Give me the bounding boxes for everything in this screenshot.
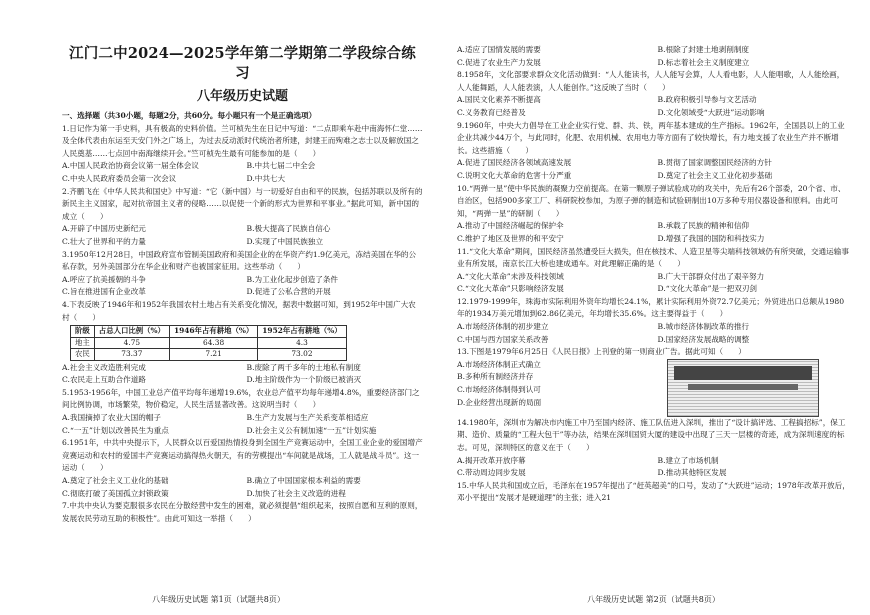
answer-option: A.国民文化素养不断提高 [457,95,541,105]
table-header-cell: 1946年占有耕地（%） [169,326,257,338]
question-block [62,387,423,437]
answer-option: C.带动周边同步发展 [457,468,526,478]
page-footer-right: 八年级历史试题 第2页（试题共8页） [587,595,720,605]
option-group [62,412,423,437]
answer-option: B.中共七届二中全会 [246,161,316,171]
answer-option: A.推动了中国经济崛起的保护伞 [457,221,564,231]
option-group [457,94,850,119]
table-cell: 4.75 [94,337,169,349]
answer-option: D.中共七大 [246,173,286,183]
table-header-cell: 1952年占有耕地（%） [258,326,346,338]
question-block [62,299,423,387]
answer-option: C.促进了农业生产力发展 [457,57,541,67]
answer-option: A.市场经济体制正式确立 [457,359,541,369]
question-stem: 14.1980年，深圳市为解决市内施工中乃至国内经济、施工队伍进入深圳，推出了“设计搞评选、工程搞招标”，保工期、造价、质量的“工程大包干”等办法，结果在深圳国贸大厦的建设中出现了三天一层楼的奇迹，成为深圳速度的标志。可见，深圳特区的意义在于（ ） [457,417,846,453]
question-stem: 11.“文化大革命”期间，国民经济虽然遭受巨大损失，但在核技术、人造卫星等尖端科技领域仍有所突破，交通运输事业有所发展，南京长江大桥也建成通车。对此理解正确的是（ ） [457,246,849,269]
answer-option: B.废除了两千多年的土地私有制度 [246,362,361,372]
option-group [457,220,850,245]
question-block [457,183,850,246]
section-heading: 一、选择题（共30小题，每题2分，共60分。每小题只有一个是正确选项） [62,111,317,120]
question-block [62,186,423,249]
answer-option: C.旨在推进国有企业改革 [62,287,146,297]
answer-option: D.增强了我国的国防和科技实力 [657,233,765,243]
table-header-cell: 占总人口比例（%） [94,326,169,338]
question-stem: 12.1979-1999年，珠海市实际利用外资年均增长24.1%，累计实际利用外资72.7亿美元；外贸进出口总额从1980年的1934万美元增加到62.86亿美元，年均增长35.6%。这主要得益于（ ） [457,296,845,319]
answer-option: C.农民走上互助合作道路 [62,375,146,385]
answer-option: A.开辟了中国历史新纪元 [62,224,146,234]
question-stem: 7.中共中央认为要克服很多农民在分散经营中发生的困难，就必须提倡“组织起来，按照自愿和互利的原则，发展农民劳动互助的积极性”。由此可知这一举措（ ） [62,501,423,523]
data-table [70,325,347,361]
answer-option: D.国家经济发展战略的调整 [657,334,750,344]
answer-option: B.广大干部群众付出了艰辛努力 [657,271,765,281]
question-block [457,120,850,183]
question-block [457,296,850,346]
answer-option: A.适应了国情发展的需要 [457,45,541,54]
exam-subtitle: 八年级历史试题 [196,89,288,104]
table-cell: 7.21 [169,349,257,361]
option-group [62,362,423,387]
answer-option: A.促进了国民经济各领域高速发展 [457,158,572,168]
question-stem: 10.“两弹一星”使中华民族的凝聚力空前提高。在第一颗原子弹试验成功的攻关中，先后有26个部委，20个省、市、自治区，包括900多家工厂、科研院校参加，为原子弹的制造和试验研制出10万多种专用仪器设备和原料。由此可知，“两弹一星”的研制（ ） [457,183,846,218]
question-stem: 4.下表反映了1946年和1952年我国农村土地占有关系变化情况，据表中数据可知，到1952年中国广大农村（ ） [62,299,416,322]
answer-option: B.生产力发展与生产关系变革相适应 [246,412,369,422]
exam-title: 江门二中2024—2025学年第二学期第二学段综合练习 [69,45,416,82]
option-group [62,274,423,299]
answer-option: D.企业经营出现新的局面 [457,397,542,407]
option-group [62,475,423,500]
answer-option: B.根除了封建土地剥削制度 [657,45,750,54]
answer-option: C.义务教育已经普及 [457,107,526,117]
answer-option: B.极大提高了民族自信心 [246,224,331,234]
answer-option: D.文化领域受“大跃进”运动影响 [657,107,765,117]
answer-option: C.说明文化大革命的危害十分严重 [457,170,572,180]
answer-option: C.“一五”计划以改善民生为重点 [62,425,169,435]
question-block [457,346,850,417]
answer-option: A.奠定了社会主义工业化的基础 [62,475,169,485]
answer-option: D.实现了中国民族独立 [246,236,324,246]
question-stem: 8.1958年，文化部要求群众文化活动做到：“人人能读书，人人能写会算，人人看电影，人人能唱歌，人人能绘画，人人能舞蹈，人人能表演，人人能创作。”这反映了当时（ ） [457,70,845,92]
table-cell: 73.37 [94,349,169,361]
answer-option: C.市场经济体制得到认可 [457,385,541,395]
option-group [457,455,850,480]
table-cell: 地主 [71,337,95,349]
answer-option: B.贯彻了国家调整国民经济的方针 [657,158,772,168]
table-cell: 4.3 [258,337,346,349]
option-group [457,157,850,182]
answer-option: B.多种所有制经济并存 [457,372,534,382]
answer-option: D.推动其他特区发展 [657,468,727,478]
answer-option: D.标志着社会主义制度建立 [657,57,750,67]
option-group [62,223,423,248]
question-block [457,480,850,505]
right-question-list [457,44,850,505]
question-stem: 2.齐鹏飞在《中华人民共和国史》中写道：“它（新中国）与一切爱好自由和平的民族，包括苏联以及所有的新民主主义国家，起对抗帝国主义者的侵略……以促使一个新的形式为世界和平事业。”据此可知，新中国的成立（ ） [62,186,423,221]
question-block [62,500,423,525]
table-header-row [71,326,347,338]
option-group [457,271,850,296]
answer-option: D.奠定了社会主义工业化初步基础 [657,170,773,180]
answer-option: B.建立了市场机制 [657,455,719,465]
question-block [62,249,423,299]
page-right [437,0,870,615]
answer-option: C.维护了地区及世界的和平安宁 [457,233,564,243]
answer-option: C.“文化大革命”只影响经济发展 [457,284,564,294]
answer-option: A.“文化大革命”未涉及科技领域 [457,271,564,281]
answer-option: D.促进了公私合营的开展 [246,287,331,297]
question-block [62,123,423,186]
question-stem: 13.下图是1979年6月25日《人民日报》上刊登的第一则商业广告。据此可知（ ） [457,347,746,357]
answer-option: A.揭开改革开放序幕 [457,455,526,465]
table-cell: 73.02 [258,349,346,361]
answer-option: B.确立了中国国家根本利益的需要 [246,475,361,485]
option-group [457,359,657,417]
ad-headline-block [674,366,812,380]
answer-option: C.壮大了世界和平的力量 [62,236,146,246]
question-stem: 3.1950年12月28日，中国政府宣布管制美国政府和美国企业的在华资产约1.9亿美元，冻结美国在华的公私存款，另外美国部分在华企业和财产也被国家征用。这些举动（ ） [62,249,417,272]
answer-option: A.我国摘掉了农业大国的帽子 [62,412,162,422]
option-group [457,321,850,346]
answer-option: B.承载了民族的精神和信仰 [657,221,750,231]
option-with-image [457,359,850,417]
answer-option: C.中国与西方国家关系改善 [457,334,549,344]
answer-option: D.“文化大革命”是一把双刃剑 [657,284,758,294]
table-cell: 64.38 [169,337,257,349]
answer-option: A.社会主义改造胜利完成 [62,362,146,372]
answer-option: C.彻底打破了美国孤立封锁政策 [62,488,169,498]
question-block [457,246,850,296]
table-cell: 农民 [71,349,95,361]
question-block [62,437,423,500]
left-question-list [62,123,423,526]
question-stem: 6.1951年，中共中央提示下，人民群众以百爱国热情投身到全国生产竞赛运动中，全国工业企业的爱国增产竞赛运动和农村的爱国丰产竞赛运动搞得热火朝天，有的劳模提出“车间就是战场，工人就是战斗员”。这一运动（ ） [62,438,423,473]
ad-subline-block [688,384,798,390]
answer-option: D.加快了社会主义改造的进程 [246,488,346,498]
page-footer-left: 八年级历史试题 第1页（试题共8页） [152,595,285,605]
question-block [457,417,850,480]
answer-option: D.地主阶级作为一个阶级已被消灭 [246,375,362,385]
answer-option: C.中央人民政府委员会第一次会议 [62,173,177,183]
answer-option: D.社会主义公有制加速“一五”计划实施 [246,425,377,435]
question-stem: 5.1953-1956年，中国工业总产值平均每年递增19.6%，农业总产值平均每年递增4.8%，重要经济部门之间比例协调，市场繁荣，物价稳定，人民生活显著改善。这说明当时（ ） [62,387,420,410]
answer-option: A.市场经济体制的初步建立 [457,322,549,332]
answer-option: A.中国人民政治协商会议第一届全体会议 [62,161,199,171]
newspaper-ad-image [667,359,819,417]
table-header-cell: 阶级 [71,326,95,338]
option-group [62,160,423,185]
answer-option: B.城市经济体制改革的推行 [657,322,750,332]
question-stem: 15.中华人民共和国成立后，毛泽东在1957年提出了“赶英超美”的口号，发动了“大跃进”运动；1978年改革开放后，邓小平提出“发展才是硬道理”的主张；进入21 [457,480,850,503]
question-stem: 9.1960年，中央大力倡导在工业企业实行党、群、共、铁，两年基本建成的生产指标。1962年，全国县以上的工业企业共减少44万个，与此同时，化肥、农用机械、农用电力等方面有了较快增长，有力地支援了农业生产并不断增长。这些措施（ ） [457,120,845,155]
table-row [71,337,347,349]
option-group [457,44,850,69]
question-stem: 1.日记作为第一手史料，具有极高的史料价值。兰可桢先生在日记中写道：“二点即乘车赴中南海怀仁堂……及全体代表由东运至天安门外之广场上，为过去反动派时代统治者所建，封建王而殉难之志士以及解放国之人民奠基……七点回中南海继续开会。”竺可桢先生最有可能参加的是（ ） [62,123,423,158]
answer-option: B.政府积极引导参与文艺活动 [657,95,757,105]
answer-option: B.为工业化起步创造了条件 [246,274,339,284]
question-block [457,44,850,69]
question-block [457,69,850,119]
answer-option: A.呼应了抗美援朝的斗争 [62,274,146,284]
table-row [71,349,347,361]
